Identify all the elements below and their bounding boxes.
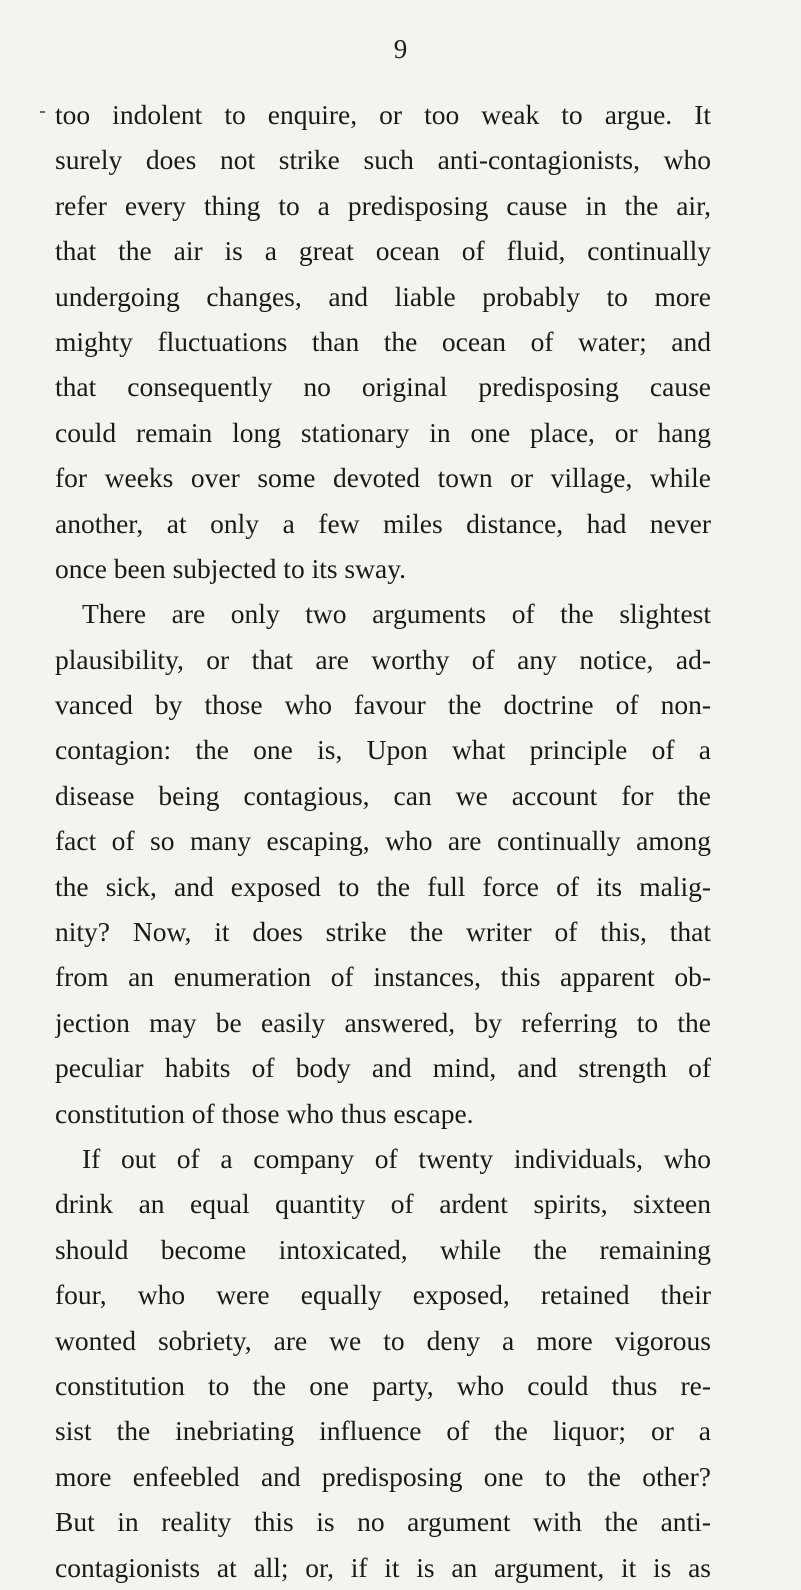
page-number: 9	[393, 34, 408, 64]
text-line: once been subjected to its sway.	[55, 552, 407, 584]
text-line: for weeks over some devoted town or village, while	[55, 462, 711, 494]
text-line: that consequently no original predisposing cause	[55, 371, 711, 403]
text-line: undergoing changes, and liable probably to more	[55, 280, 711, 312]
text-line: too indolent to enquire, or too weak to argue. It	[55, 99, 711, 130]
text-line: mighty fluctuations than the ocean of water; and	[55, 325, 711, 357]
text-line: another, at only a few miles distance, had never	[55, 507, 711, 539]
text-line: could remain long stationary in one place, or hang	[55, 416, 711, 448]
text-line: wonted sobriety, are we to deny a more vigorous	[55, 1324, 711, 1356]
text-line: But in reality this is no argument with the anti-	[55, 1506, 711, 1538]
margin-mark	[40, 111, 45, 113]
text-line: nity? Now, it does strike the writer of this, that	[55, 916, 711, 948]
text-line: surely does not strike such anti-contagionists, who	[55, 144, 711, 176]
text-line: contagion: the one is, Upon what principle of a	[55, 734, 711, 766]
text-line: the sick, and exposed to the full force of its malig-	[55, 870, 711, 902]
text-line: jection may be easily answered, by referring to the	[55, 1006, 711, 1038]
text-line: refer every thing to a predisposing cause in the air,	[55, 189, 711, 221]
text-line: from an enumeration of instances, this apparent ob-	[55, 961, 711, 993]
text-line: constitution of those who thus escape.	[55, 1097, 474, 1129]
text-line: constitution to the one party, who could thus re-	[55, 1369, 711, 1401]
text-line: that the air is a great ocean of fluid, continually	[55, 235, 711, 267]
text-line: fact of so many escaping, who are continually among	[55, 825, 711, 857]
text-line: drink an equal quantity of ardent spirits, sixteen	[55, 1188, 711, 1220]
text-line: plausibility, or that are worthy of any notice, ad-	[55, 643, 711, 675]
text-line: should become intoxicated, while the remaining	[55, 1233, 711, 1265]
text-line: disease being contagious, can we account for the	[55, 779, 711, 811]
body-text	[55, 92, 711, 1590]
text-line: If out of a company of twenty individuals, who	[82, 1142, 711, 1174]
text-line: vanced by those who favour the doctrine of non-	[55, 689, 711, 721]
text-line: four, who were equally exposed, retained their	[55, 1279, 711, 1311]
text-line: contagionists at all; or, if it is an argument, it is as	[55, 1551, 711, 1583]
text-line: peculiar habits of body and mind, and strength of	[55, 1052, 711, 1084]
text-line: more enfeebled and predisposing one to the other?	[55, 1460, 711, 1492]
text-line: sist the inebriating influence of the liquor; or a	[55, 1415, 711, 1447]
text-line: There are only two arguments of the slightest	[82, 598, 711, 630]
